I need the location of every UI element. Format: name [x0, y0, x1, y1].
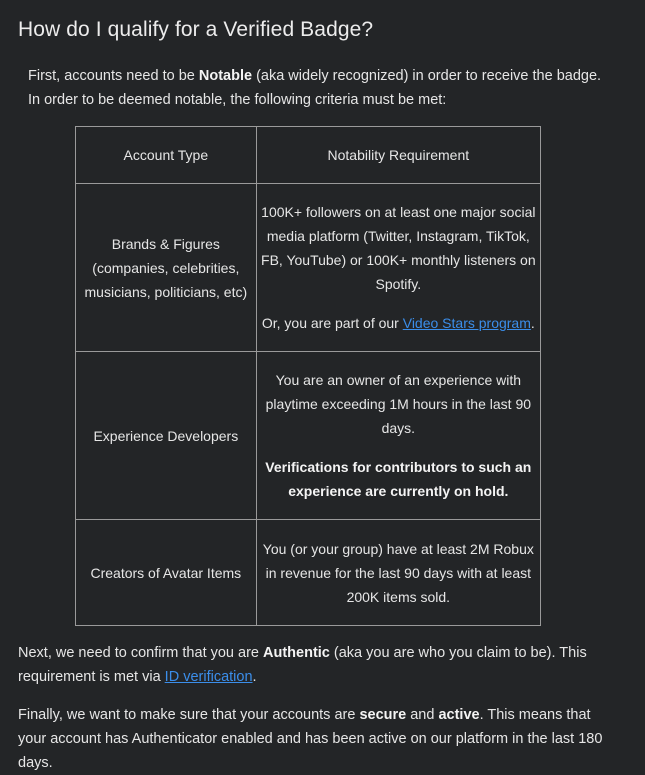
- req-text: 100K+ followers on at least one major social media platform (Twitter, Instagram, TikTok, FB, YouTube) or 100K+ monthly listeners on Spotify.: [261, 204, 536, 292]
- req-text: You (or your group) have at least 2M Robux in revenue for the last 90 days with at least 200K items sold.: [262, 540, 534, 605]
- criteria-table: [75, 126, 541, 626]
- next-text-middle: (aka you are who you claim to be). This requirement is met via: [18, 645, 587, 685]
- req-text-2: [261, 311, 536, 335]
- req-text: You are an owner of an experience with playtime exceeding 1M hours in the last 90 days.: [265, 372, 532, 436]
- req-bold-text: Verifications for contributors to such an experience are currently on hold.: [265, 459, 532, 499]
- cell-req-avatar: [256, 520, 540, 626]
- authentic-paragraph: [18, 641, 618, 689]
- req-bold-note: [261, 455, 536, 503]
- finally-bold-active: active: [438, 707, 480, 723]
- header-notability-requirement: Notability Requirement: [256, 127, 540, 184]
- next-text-after: .: [252, 669, 257, 685]
- req-text-2-after: .: [530, 315, 535, 331]
- intro-text-after: (aka widely recognized) in order to receive the badge. In order to be deemed notable, the following criteria must be met:: [28, 68, 602, 108]
- type-line: musicians, politicians, etc): [84, 283, 248, 300]
- finally-bold-secure: secure: [359, 707, 407, 723]
- finally-text-and: and: [406, 707, 439, 723]
- table-row-brands: [76, 184, 541, 352]
- table-header-row: [76, 127, 541, 184]
- next-text-before: Next, we need to confirm that you are: [18, 645, 264, 661]
- page-title: How do I qualify for a Verified Badge?: [18, 18, 374, 41]
- type-line: Brands & Figures: [111, 235, 220, 252]
- table-row-developers: [76, 352, 541, 520]
- video-stars-program-link[interactable]: Video Stars program: [402, 315, 531, 331]
- next-bold-authentic: Authentic: [263, 645, 330, 661]
- cell-type-brands: [76, 184, 257, 352]
- cell-req-developers: [256, 352, 540, 520]
- req-text-2-before: Or, you are part of our: [261, 315, 403, 331]
- secure-active-paragraph: [18, 703, 618, 775]
- cell-type-developers: Experience Developers: [76, 352, 257, 520]
- type-line: (companies, celebrities,: [92, 259, 240, 276]
- cell-type-avatar: Creators of Avatar Items: [76, 520, 257, 626]
- header-account-type: Account Type: [76, 127, 257, 184]
- finally-text-before: Finally, we want to make sure that your accounts are: [18, 707, 360, 723]
- id-verification-link[interactable]: ID verification: [164, 669, 253, 685]
- cell-req-brands: [256, 184, 540, 352]
- finally-text-after: . This means that your account has Authenticator enabled and has been active on our platform in the last 180 days.: [18, 707, 603, 771]
- table-row-avatar-creators: [76, 520, 541, 626]
- intro-paragraph: [28, 64, 608, 112]
- intro-text-before: First, accounts need to be: [28, 68, 199, 84]
- intro-bold-notable: Notable: [198, 68, 253, 84]
